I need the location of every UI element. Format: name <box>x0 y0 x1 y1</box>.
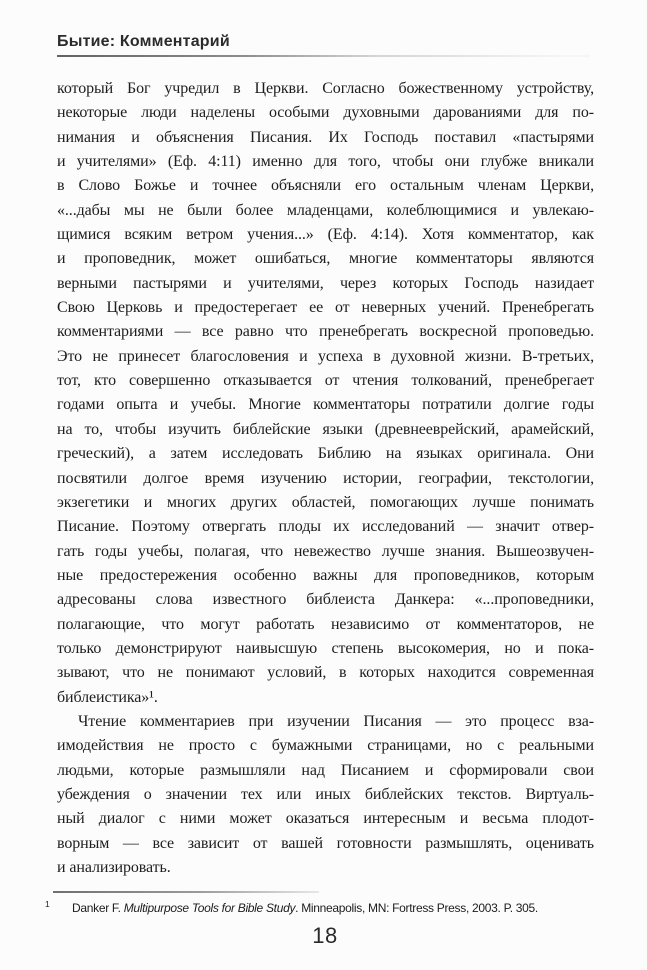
page-number: 18 <box>312 923 338 948</box>
text-line: греческий), а затем исследовать Библию на языках оригинала. Они <box>57 445 594 463</box>
text-line: на то, чтобы изучить библейские языки (древнееврейский, арамейский, <box>57 420 594 438</box>
footnote-title: Multipurpose Tools for Bible Study <box>123 901 296 915</box>
text-line: полагающие, что могут работать независимо от комментаторов, не <box>57 615 594 633</box>
text-line: ный диалог с ними может оказаться интересным и весьма плодот- <box>57 810 594 828</box>
text-line: и анализировать. <box>57 859 171 876</box>
body-text <box>57 77 594 880</box>
paragraph <box>57 710 594 880</box>
text-line: который Бог учредил в Церкви. Согласно божественному устройству, <box>57 80 594 97</box>
text-line: посвятили долгое время изучению истории, географии, текстологии, <box>57 469 594 487</box>
footnote-separator <box>53 891 319 893</box>
text-line: адресованы слова известного библеиста Данкера: «...проповедники, <box>57 591 594 609</box>
footnote <box>45 899 605 915</box>
header-rule <box>57 55 590 57</box>
text-line: нимания и объяснения Писания. Их Господь поставил «пастырями <box>57 128 594 146</box>
text-line: убеждения о значении тех или иных библейских текстов. Виртуаль- <box>57 785 594 803</box>
text-line: Это не принесет благословения и успеха в духовной жизни. В-третьих, <box>57 347 594 365</box>
text-line: тот, кто совершенно отказывается от чтения толкований, пренебрегает <box>57 372 594 390</box>
text-line: верными пастырями и учителями, через которых Господь назидает <box>57 274 594 292</box>
text-line: комментариями — все равно что пренебрегать воскресной проповедью. <box>57 323 594 341</box>
text-line: Чтение комментариев при изучении Писания — это процесс вза- <box>78 712 594 730</box>
footnote-text <box>72 901 538 915</box>
footnote-marker: 1 <box>45 899 50 909</box>
text-line: ворным — все зависит от вашей готовности размышлять, оценивать <box>57 834 594 852</box>
text-line: только демонстрируют наивысшую степень высокомерия, но и пока- <box>57 639 594 657</box>
text-line: ные предостережения особенно важны для проповедников, которым <box>57 566 594 584</box>
text-line: гать годы учебы, полагая, что невежество лучше знания. Вышеозвучен- <box>57 542 594 560</box>
text-line: некоторые люди наделены особыми духовными дарованиями для по- <box>57 104 594 122</box>
paragraph <box>57 77 594 710</box>
footnote-publication: . Minneapolis, MN: Fortress Press, 2003. P. 305. <box>295 901 538 915</box>
text-line: щимися всяким ветром учения...» (Еф. 4:14). Хотя комментатор, как <box>57 226 594 244</box>
running-header-title: Бытие: Комментарий <box>57 33 230 50</box>
text-line: зывают, что не понимают условий, в которых находится современная <box>57 664 594 682</box>
text-line: Свою Церковь и предостерегает ее от неверных учений. Пренебрегать <box>57 299 594 317</box>
text-line: «...дабы мы не были более младенцами, колеблющимися и увлекаю- <box>57 201 594 219</box>
text-line: имодействия не просто с бумажными страницами, но с реальными <box>57 737 594 755</box>
text-line: библеистика»¹. <box>57 688 158 706</box>
page-footer <box>57 923 593 949</box>
text-line: годами опыта и учебы. Многие комментаторы потратили долгие годы <box>57 396 594 414</box>
footnote-author: Danker F. <box>72 901 124 915</box>
text-line: и проповедник, может ошибаться, многие комментаторы являются <box>57 250 594 268</box>
text-line: Писание. Поэтому отвергать плоды их исследований — значит отвер- <box>57 518 594 536</box>
text-line: и учителями» (Еф. 4:11) именно для того, чтобы они глубже вникали <box>57 153 594 171</box>
text-line: людьми, которые размышляли над Писанием и сформировали свои <box>57 761 594 779</box>
text-line: экзегетики и многих других областей, помогающих лучше понимать <box>57 493 594 511</box>
text-line: в Слово Божье и точнее объясняли его остальным членам Церкви, <box>57 177 594 195</box>
page-header <box>57 33 593 57</box>
